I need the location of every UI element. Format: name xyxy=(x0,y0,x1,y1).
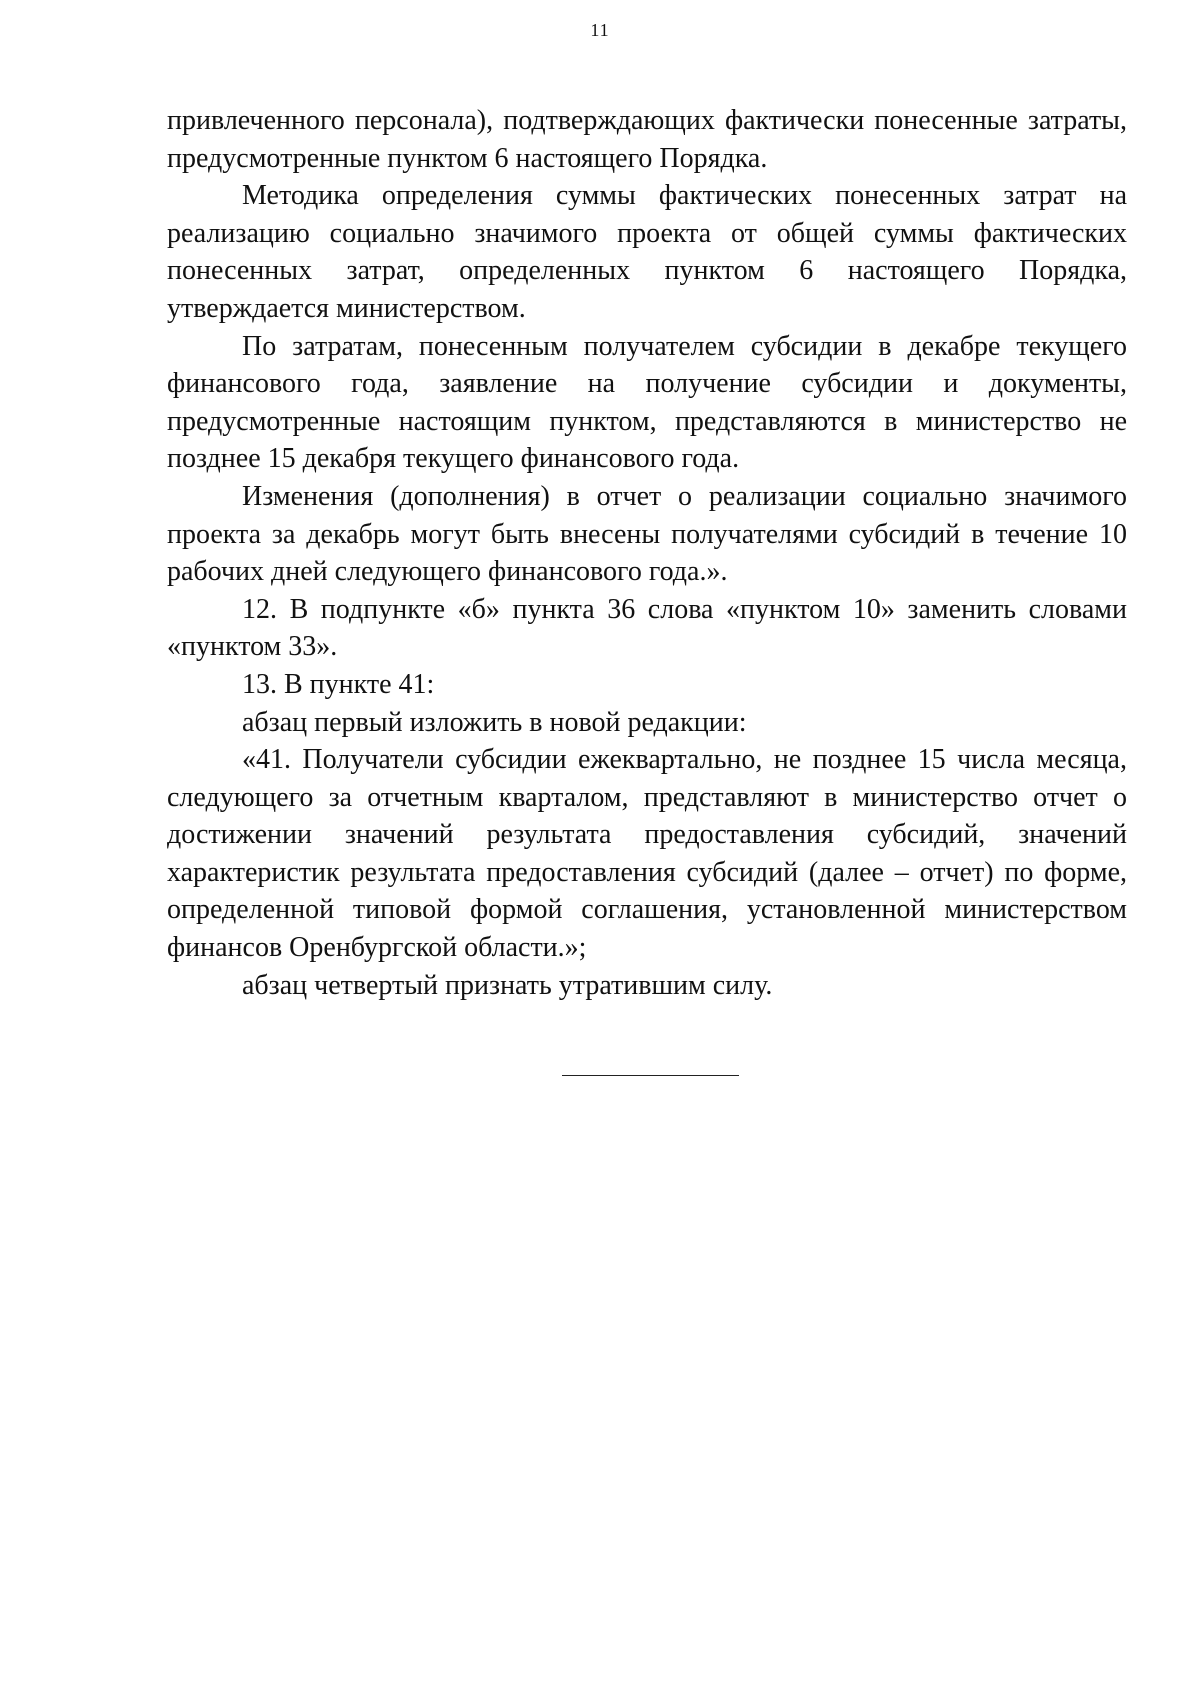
paragraph-report-changes: Изменения (дополнения) в отчет о реализации социально значимого проекта за декабрь могут быть внесены получателями субсидий в течение 10 рабочих дней следующего финансового года.». xyxy=(167,480,1127,588)
paragraph-methodology: Методика определения суммы фактических понесенных затрат на реализацию социально значимого проекта от общей суммы фактических понесенных затрат, определенных пунктом 6 настоящего Порядка, утверждается министерством. xyxy=(167,180,1127,324)
paragraph-december-costs: По затратам, понесенным получателем субсидии в декабре текущего финансового года, заявление на получение субсидии и документы, предусмотренные настоящим пунктом, представляются в министерство не позднее 15 декабря текущего финансового года. xyxy=(167,330,1127,475)
paragraph-item-41-quote: «41. Получатели субсидии ежеквартально, не позднее 15 числа месяца, следующего за отчетным кварталом, представляют в министерство отчет о достижении значений результата предоставления субсидий, значений характеристик результата предоставления субсидий (далее – отчет) по форме, определенной типовой формой соглашения, установленной министерством финансов Оренбургской области.»; xyxy=(167,744,1127,964)
paragraph-item-12: 12. В подпункте «б» пункта 36 слова «пунктом 10» заменить словами «пунктом 33». xyxy=(167,593,1127,663)
paragraph-item-13: 13. В пункте 41: xyxy=(242,668,435,700)
paragraph-continuation: привлеченного персонала), подтверждающих фактически понесенные затраты, предусмотренные пунктом 6 настоящего Порядка. xyxy=(167,105,1127,174)
paragraph-first-abzac: абзац первый изложить в новой редакции: xyxy=(242,706,747,738)
paragraph-fourth-abzac: абзац четвертый признать утратившим силу. xyxy=(242,969,773,1001)
end-of-document-rule xyxy=(562,1075,739,1076)
page-number: 11 xyxy=(590,20,610,40)
document-body xyxy=(167,102,1127,1004)
